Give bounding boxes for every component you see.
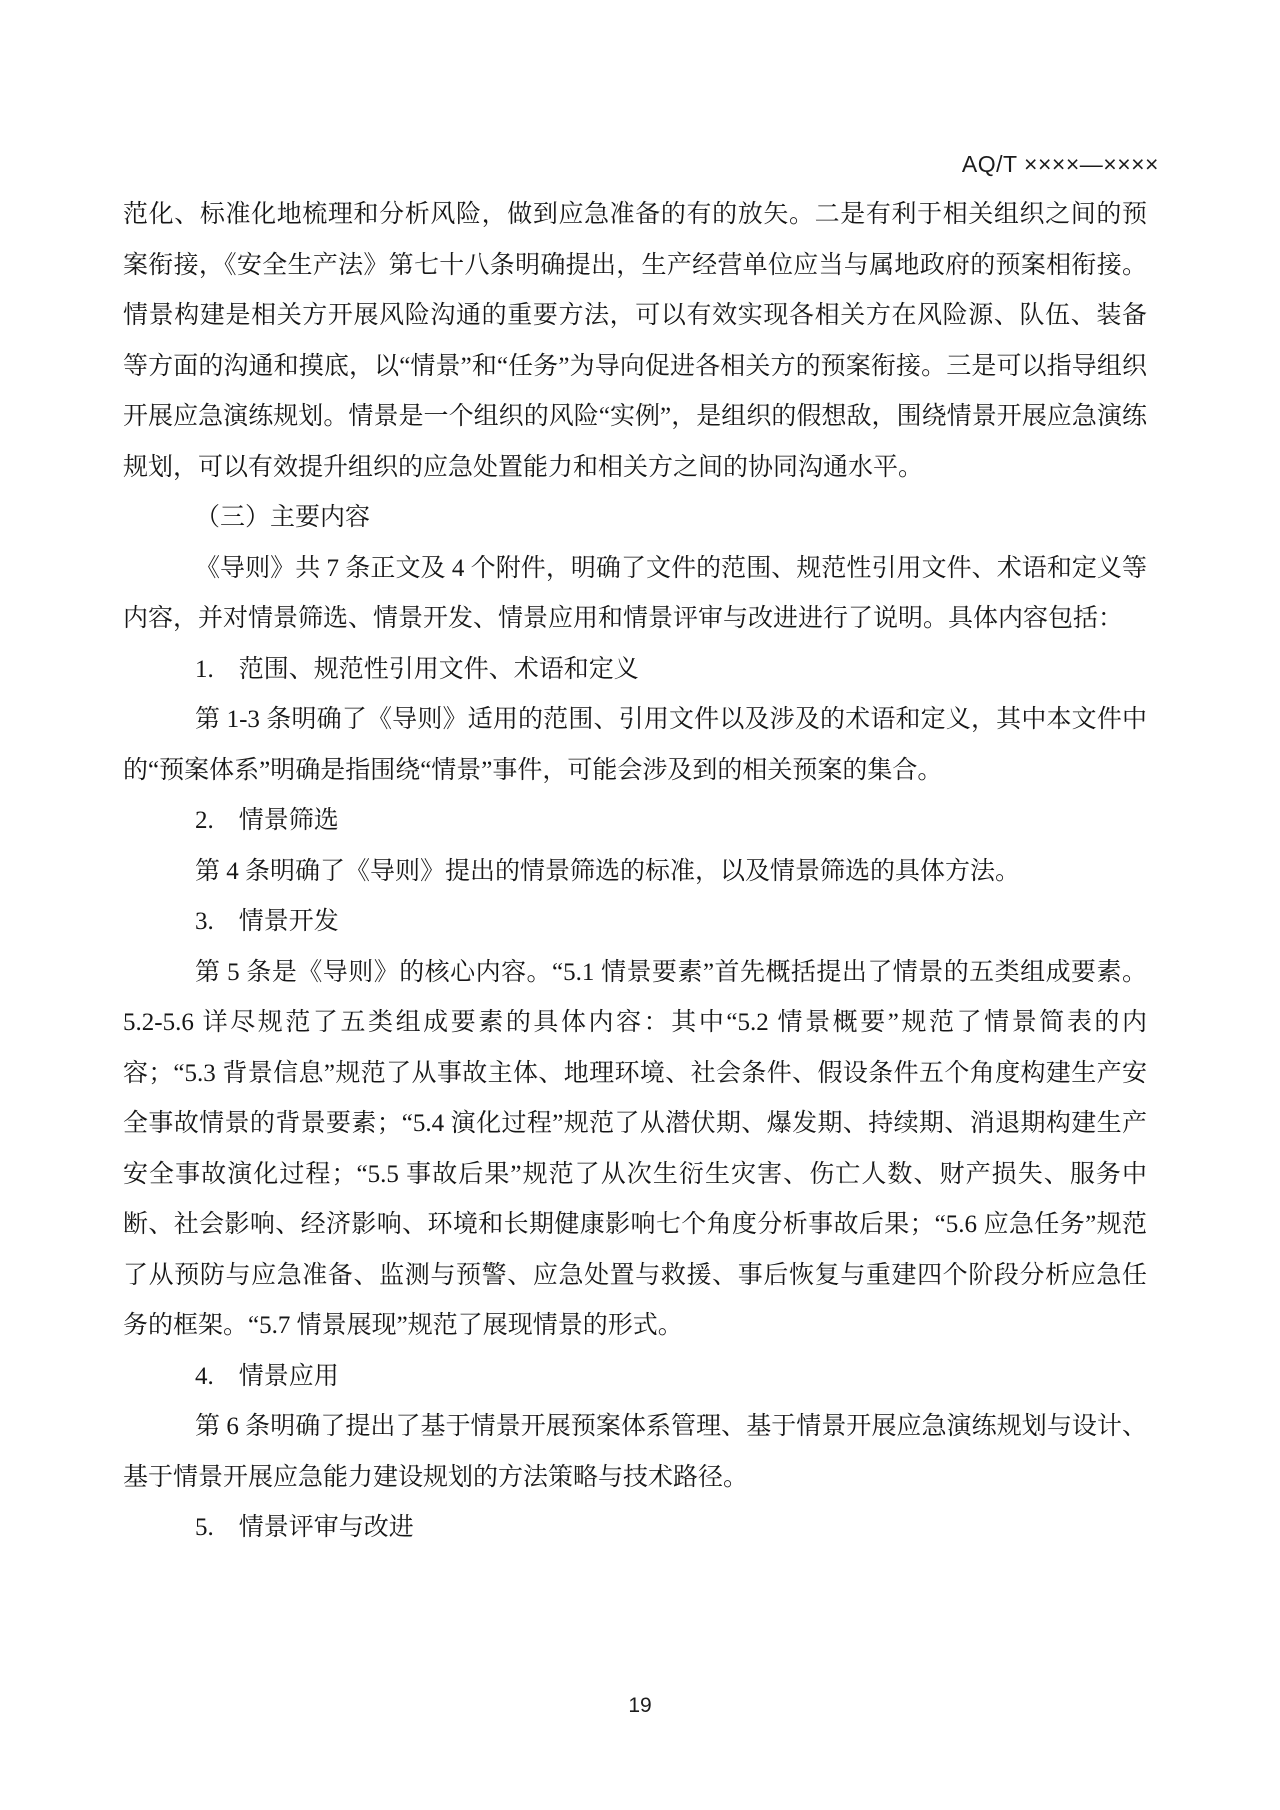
item-1-paragraph: 第 1-3 条明确了《导则》适用的范围、引用文件以及涉及的术语和定义，其中本文件中的“预案体系”明确是指围绕“情景”事件，可能会涉及到的相关预案的集合。 (123, 706, 1147, 784)
item-2-paragraph: 第 4 条明确了《导则》提出的情景筛选的标准，以及情景筛选的具体方法。 (195, 857, 1021, 885)
paragraph-overview: 《导则》共 7 条正文及 4 个附件，明确了文件的范围、规范性引用文件、术语和定义等内容，并对情景筛选、情景开发、情景应用和情景评审与改进进行了说明。具体内容包括： (123, 554, 1147, 632)
item-3-paragraph: 第 5 条是《导则》的核心内容。“5.1 情景要素”首先概括提出了情景的五类组成要素。5.2-5.6 详尽规范了五类组成要素的具体内容：其中“5.2 情景概要”规范了情景简表的内容；“5.3 背景信息”规范了从事故主体、地理环境、社会条件、假设条件五个角度构建生产安全事故情景的背景要素；“5.4 演化过程”规范了从潜伏期、爆发期、持续期、消退期构建生产安全事故演化过程；“5.5 事故后果”规范了从次生衍生灾害、伤亡人数、财产损失、服务中断、社会影响、经济影响、环境和长期健康影响七个角度分析事故后果；“5.6 应急任务”规范了从预防与应急准备、监测与预警、应急处置与救援、事后恢复与重建四个阶段分析应急任务的框架。“5.7 情景展现”规范了展现情景的形式。 (123, 958, 1147, 1339)
document-body (123, 190, 1147, 1554)
item-4-paragraph: 第 6 条明确了提出了基于情景开展预案体系管理、基于情景开展应急演练规划与设计、基于情景开展应急能力建设规划的方法策略与技术路径。 (123, 1413, 1147, 1491)
document-code-header: AQ/T ××××—×××× (961, 151, 1159, 177)
item-4-heading: 4. 情景应用 (195, 1362, 339, 1390)
item-2-heading: 2. 情景筛选 (195, 807, 339, 834)
item-3-heading: 3. 情景开发 (195, 908, 339, 935)
item-5-heading: 5. 情景评审与改进 (195, 1514, 414, 1541)
paragraph-intro-continuation: 范化、标准化地梳理和分析风险，做到应急准备的有的放矢。二是有利于相关组织之间的预案衔接，《安全生产法》第七十八条明确提出，生产经营单位应当与属地政府的预案相衔接。情景构建是相关方开展风险沟通的重要方法，可以有效实现各相关方在风险源、队伍、装备等方面的沟通和摸底，以“情景”和“任务”为导向促进各相关方的预案衔接。三是可以指导组织开展应急演练规划。情景是一个组织的风险“实例”，是组织的假想敌，围绕情景开展应急演练规划，可以有效提升组织的应急处置能力和相关方之间的协同沟通水平。 (123, 201, 1147, 481)
heading-main-content: （三）主要内容 (195, 504, 371, 531)
page-number: 19 (628, 1694, 652, 1717)
item-1-heading: 1. 范围、规范性引用文件、术语和定义 (195, 655, 639, 683)
